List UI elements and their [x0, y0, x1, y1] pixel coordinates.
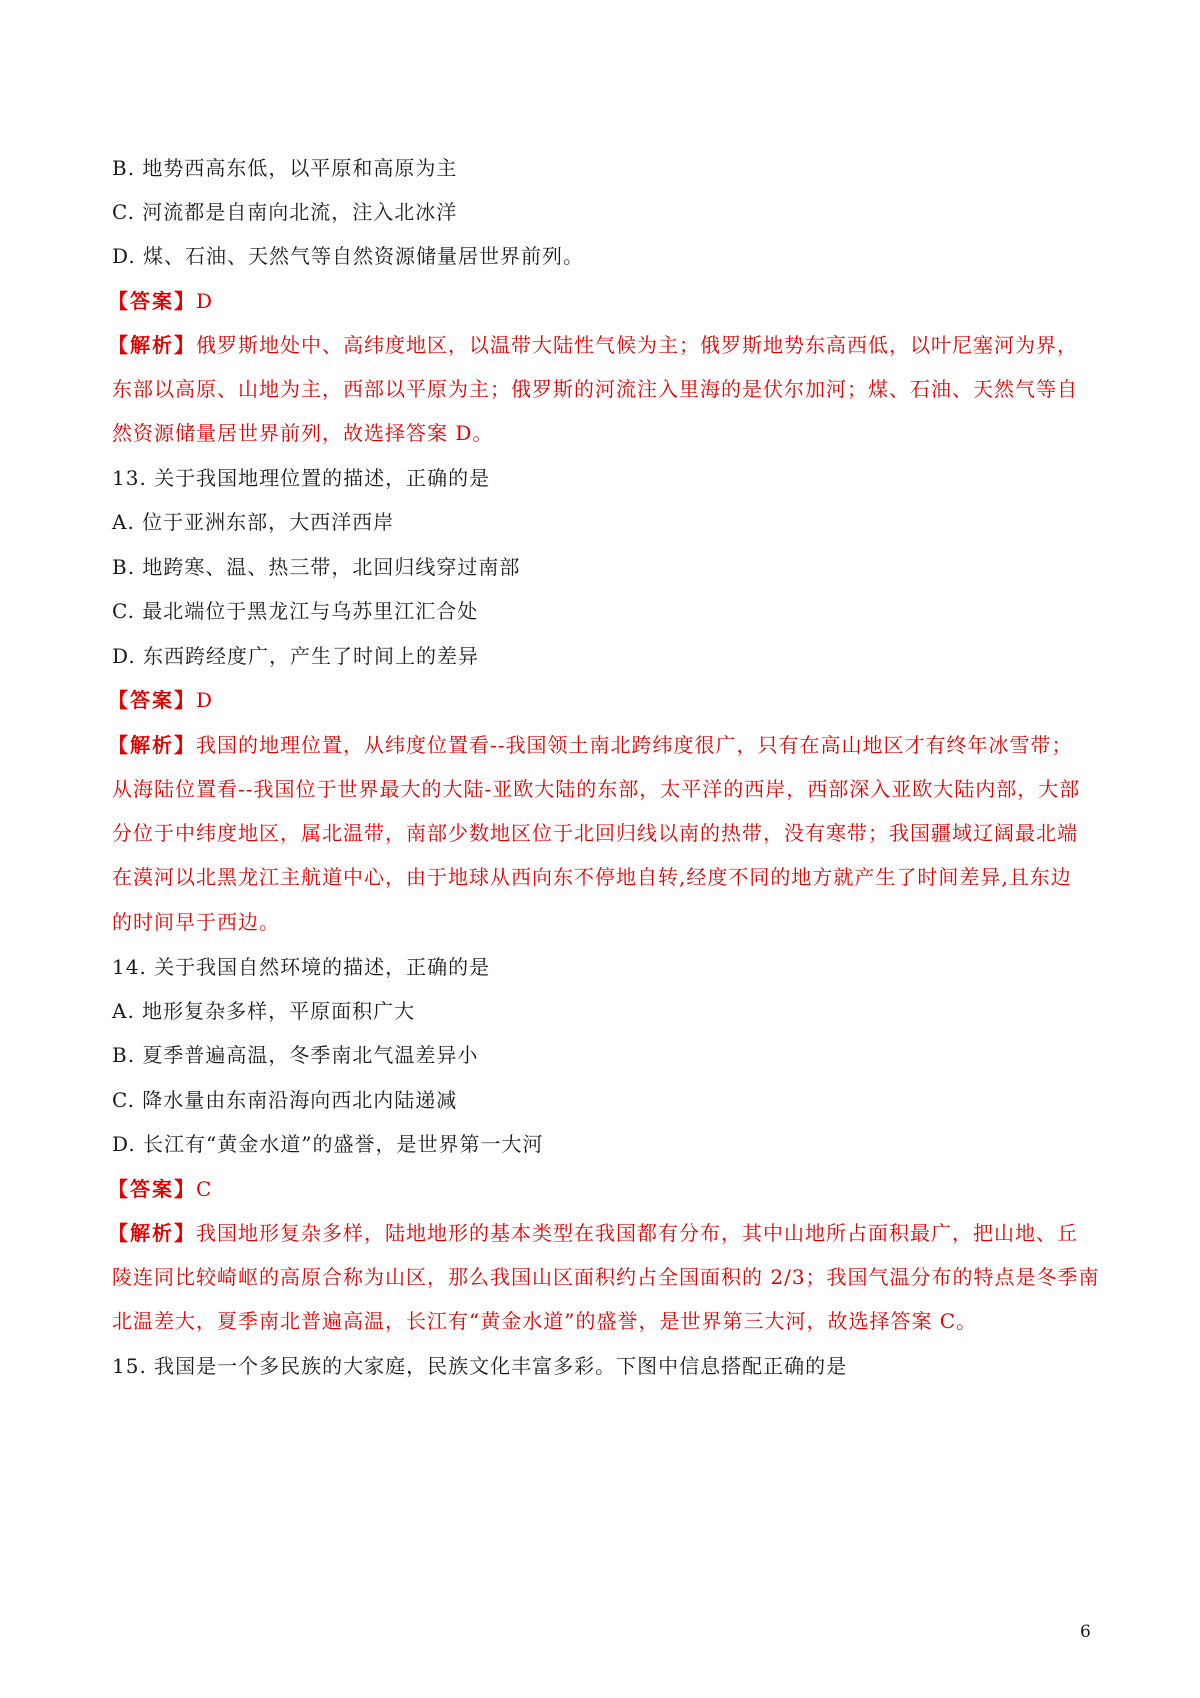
q12-option-c: C. 河流都是自南向北流，注入北冰洋: [112, 200, 458, 224]
q13-option-c: C. 最北端位于黑龙江与乌苏里江汇合处: [112, 599, 479, 623]
q13-analysis-line-2: 从海陆位置看--我国位于世界最大的大陆-亚欧大陆的东部，太平洋的西岸，西部深入亚欧大陆内部，大部: [112, 777, 1081, 801]
q12-option-b: B. 地势西高东低，以平原和高原为主: [112, 156, 458, 180]
q13-option-a: A. 位于亚洲东部，大西洋西岸: [112, 510, 395, 534]
q12-analysis-line-1: [108, 330, 1100, 360]
q13-analysis-line-1: [108, 730, 1100, 760]
page-number: 6: [1080, 1622, 1091, 1642]
q14-answer: [108, 1174, 1100, 1204]
q13-stem: 13. 关于我国地理位置的描述，正确的是: [112, 466, 491, 490]
q13-answer: [108, 685, 1100, 715]
q12-answer: [108, 286, 1100, 316]
answer-tag: 【答案】: [108, 688, 196, 712]
q13-analysis-line-5: 的时间早于西边。: [112, 910, 280, 934]
analysis-text: 我国地形复杂多样，陆地地形的基本类型在我国都有分布，其中山地所占面积最广，把山地、丘: [196, 1221, 1078, 1245]
q14-analysis-line-1: [108, 1218, 1100, 1248]
q13-analysis-line-4: 在漠河以北黑龙江主航道中心，由于地球从西向东不停地自转,经度不同的地方就产生了时间差异,且东边: [112, 865, 1072, 889]
analysis-tag: 【解析】: [108, 1221, 196, 1245]
q15-stem: 15. 我国是一个多民族的大家庭，民族文化丰富多彩。下图中信息搭配正确的是: [112, 1354, 848, 1378]
analysis-text: 我国的地理位置，从纬度位置看--我国领土南北跨纬度很广，只有在高山地区才有终年冰雪带；: [196, 733, 1073, 757]
analysis-tag: 【解析】: [108, 733, 196, 757]
q12-option-d: D. 煤、石油、天然气等自然资源储量居世界前列。: [112, 244, 585, 268]
analysis-tag: 【解析】: [108, 333, 196, 357]
q12-analysis-line-2: 东部以高原、山地为主，西部以平原为主；俄罗斯的河流注入里海的是伏尔加河；煤、石油、天然气等自: [112, 377, 1078, 401]
answer-tag: 【答案】: [108, 1177, 196, 1201]
q13-option-d: D. 东西跨经度广，产生了时间上的差异: [112, 644, 480, 668]
q14-option-c: C. 降水量由东南沿海向西北内陆递减: [112, 1088, 458, 1112]
q14-option-d: D. 长江有“黄金水道”的盛誉，是世界第一大河: [112, 1132, 544, 1156]
answer-tag: 【答案】: [108, 289, 196, 313]
q14-option-b: B. 夏季普遍高温，冬季南北气温差异小: [112, 1043, 479, 1067]
answer-value: C: [196, 1177, 213, 1201]
answer-value: D: [196, 289, 214, 313]
q13-option-b: B. 地跨寒、温、热三带，北回归线穿过南部: [112, 555, 521, 579]
q12-analysis-line-3: 然资源储量居世界前列，故选择答案 D。: [112, 421, 494, 445]
answer-value: D: [196, 688, 214, 712]
q14-analysis-line-3: 北温差大，夏季南北普遍高温，长江有“黄金水道”的盛誉，是世界第三大河，故选择答案 C。: [112, 1309, 978, 1333]
q14-stem: 14. 关于我国自然环境的描述，正确的是: [112, 955, 491, 979]
analysis-text: 俄罗斯地处中、高纬度地区，以温带大陆性气候为主；俄罗斯地势东高西低，以叶尼塞河为界，: [196, 333, 1078, 357]
q14-analysis-line-2: 陵连同比较崎岖的高原合称为山区，那么我国山区面积约占全国面积的 2/3；我国气温分布的特点是冬季南: [112, 1265, 1100, 1289]
q13-analysis-line-3: 分位于中纬度地区，属北温带，南部少数地区位于北回归线以南的热带，没有寒带；我国疆域辽阔最北端: [112, 821, 1078, 845]
q14-option-a: A. 地形复杂多样，平原面积广大: [112, 999, 416, 1023]
